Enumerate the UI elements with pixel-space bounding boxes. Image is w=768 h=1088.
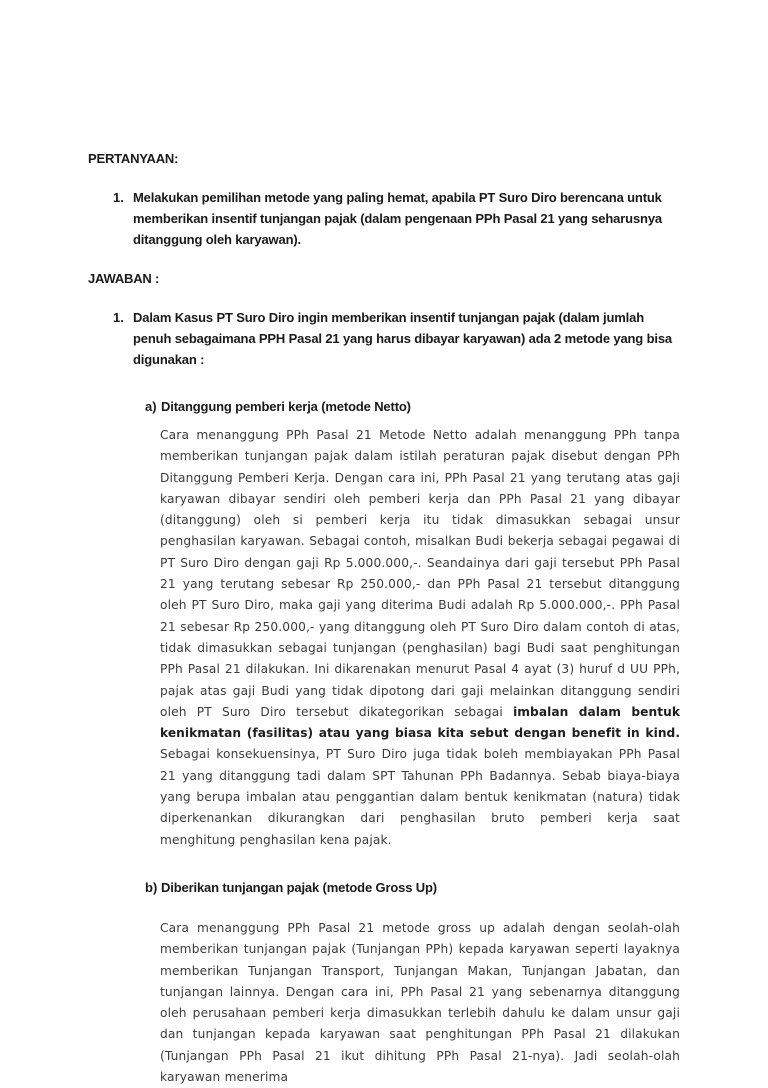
method-a-marker: a) (145, 399, 157, 414)
answer-list-item (113, 307, 680, 370)
method-a-heading-row (145, 396, 680, 417)
method-a-paragraph (160, 425, 680, 851)
method-b-paragraph: Cara menanggung PPh Pasal 21 metode gross up adalah dengan seolah-olah memberikan tunjangan pajak (Tunjangan PPh) kepada karyawan seperti layaknya memberikan Tunjangan Transport, Tunjangan Makan, Tunjangan Jabatan, dan tunjangan lainnya. Dengan cara ini, PPh Pasal 21 yang sebenarnya ditanggung oleh perusahaan pemberi kerja dimasukkan terlebih dahulu ke dalam unsur gaji dan tunjangan kepada karyawan saat penghitungan PPh Pasal 21 dilakukan (Tunjangan PPh Pasal 21 ikut dihitung PPh Pasal 21-nya). Jadi seolah-olah karyawan menerima (160, 920, 680, 1085)
spacer (88, 167, 680, 187)
question-list-item (113, 187, 680, 250)
document-body (88, 150, 680, 1088)
answer-item-marker: 1. (113, 310, 124, 325)
spacer (88, 250, 680, 270)
method-a-paragraph-emphasis: imbalan dalam bentuk kenikmatan (fasilitas) atau yang biasa kita sebut dengan benefit in kind. (160, 704, 680, 741)
spacer (88, 417, 680, 425)
question-item-marker: 1. (113, 190, 124, 205)
spacer (88, 370, 680, 396)
question-item-text: Melakukan pemilihan metode yang paling hemat, apabila PT Suro Diro berencana untuk memberikan insentif tunjangan pajak (dalam pengenaan PPh Pasal 21 yang seharusnya ditanggung oleh karyawan). (133, 190, 662, 247)
method-b-heading-row (145, 877, 680, 898)
questions-heading: PERTANYAAN: (88, 151, 179, 166)
spacer (88, 287, 680, 307)
answer-item-text: Dalam Kasus PT Suro Diro ingin memberikan insentif tunjangan pajak (dalam jumlah penuh sebagaimana PPH Pasal 21 yang harus dibayar karyawan) ada 2 metode yang bisa digunakan : (133, 310, 672, 367)
spacer (88, 851, 680, 877)
method-a-paragraph-part1: Cara menanggung PPh Pasal 21 Metode Netto adalah menanggung PPh tanpa memberikan tunjangan pajak dalam istilah peraturan pajak disebut dengan PPh Ditanggung Pemberi Kerja. Dengan cara ini, PPh Pasal 21 yang terutang atas gaji karyawan dibayar sendiri oleh pemberi kerja dan PPh Pasal 21 yang dibayar (ditanggung) oleh si pemberi kerja itu tidak dimasukkan sebagai unsur penghasilan karyawan. Sebagai contoh, misalkan Budi bekerja sebagai pegawai di PT Suro Diro dengan gaji Rp 5.000.000,-. Seandainya dari gaji tersebut PPh Pasal 21 yang terutang sebesar Rp 250.000,- dan PPh Pasal 21 tersebut ditanggung oleh PT Suro Diro, maka gaji yang diterima Budi adalah Rp 5.000.000,-. PPh Pasal 21 sebesar Rp 250.000,- yang ditanggung oleh PT Suro Diro dalam contoh di atas, tidak dimasukkan sebagai tunjangan (penghasilan) bagi Budi saat penghitungan PPh Pasal 21 dilakukan. Ini dikarenakan menurut Pasal 4 ayat (3) huruf d UU PPh, pajak atas gaji Budi yang tidak dipotong dari gaji melainkan ditanggung sendiri oleh PT Suro Diro tersebut dikategorikan sebagai (160, 428, 680, 719)
method-a-title: Ditanggung pemberi kerja (metode Netto) (161, 399, 411, 414)
spacer (88, 898, 680, 918)
method-b-marker: b) (145, 879, 158, 895)
method-a-paragraph-part2: Sebagai konsekuensinya, PT Suro Diro juga tidak boleh membiayakan PPh Pasal 21 yang ditanggung tadi dalam SPT Tahunan PPh Badannya. Sebab biaya-biaya yang berupa imbalan atau penggantian dalam bentuk kenikmatan (natura) tidak diperkenankan dikurangkan dari penghasilan bruto pemberi kerja saat menghitung penghasilan kena pajak. (160, 747, 680, 847)
answers-heading: JAWABAN : (88, 271, 160, 286)
method-b-title: Diberikan tunjangan pajak (metode Gross Up) (161, 879, 437, 895)
